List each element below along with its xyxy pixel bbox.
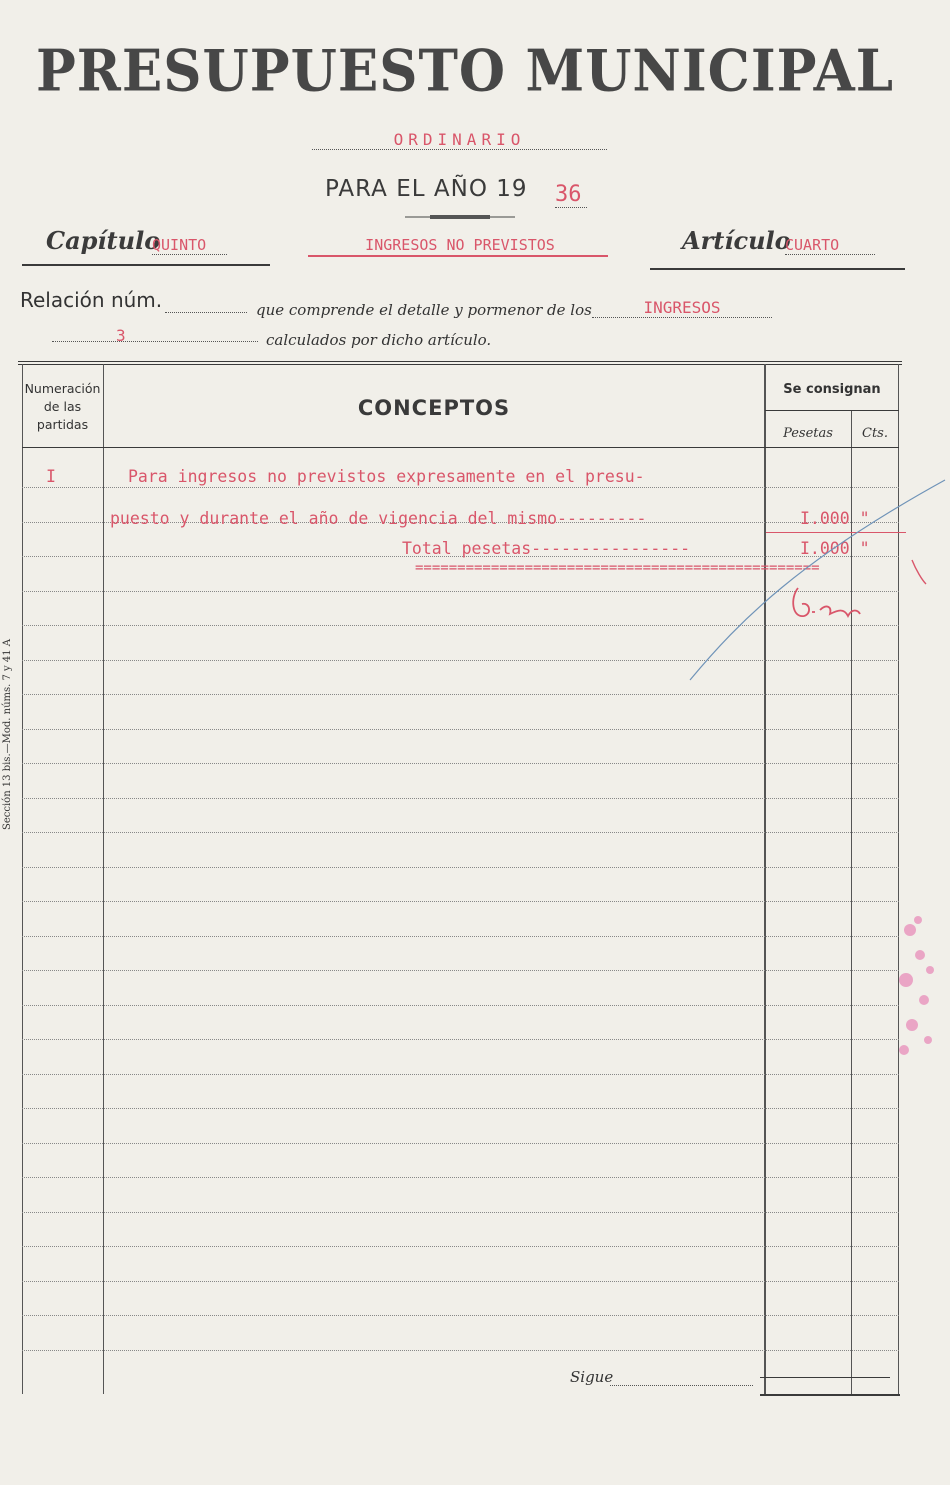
table-row-line: [22, 1005, 899, 1006]
header-bottom-rule: [22, 447, 899, 448]
table-row-line: [22, 1143, 899, 1144]
page-title: PRESUPUESTO MUNICIPAL: [35, 37, 895, 105]
section-heading: INGRESOS NO PREVISTOS: [365, 236, 555, 254]
year-value: 36: [555, 182, 587, 208]
col-concepts-header: CONCEPTOS: [357, 396, 511, 420]
table-row-line: [22, 867, 899, 868]
table-row-line: [22, 1212, 899, 1213]
entry-number: I: [46, 467, 56, 486]
stamp-mark: [890, 900, 945, 1080]
articulo-label: Artículo: [682, 226, 791, 255]
table-row-line: [22, 763, 899, 764]
sigue-total-rule: [760, 1377, 890, 1378]
table-left-border: [22, 364, 23, 1394]
entry-line-2: puesto y durante el año de vigencia del mismo---------: [110, 509, 647, 528]
entry-amount: I.000 ": [800, 509, 870, 528]
table-row-line: [22, 1177, 899, 1178]
col-divider-num: [103, 364, 104, 1394]
budget-type: ORDINARIO: [312, 130, 607, 150]
col-amount-header: Se consignan: [783, 382, 881, 397]
table-row-line: [22, 1039, 899, 1040]
relacion-text1: que comprende el detalle y pormenor de los: [256, 301, 592, 319]
total-double-rule: ================================================: [415, 560, 820, 576]
relacion-number: 3: [116, 326, 126, 345]
amount-subheader-rule: [765, 410, 899, 411]
table-row-line: [22, 694, 899, 695]
table-row-line: [22, 1246, 899, 1247]
total-label: Total pesetas----------------: [402, 539, 691, 558]
table-row-line: [22, 729, 899, 730]
table-row-line: [22, 832, 899, 833]
relacion-text2: calculados por dicho artículo.: [266, 331, 492, 349]
table-row-line: [22, 970, 899, 971]
relacion-number-line: [165, 312, 247, 313]
col-cts-header: Cts.: [862, 426, 888, 441]
year-label: PARA EL AÑO 19: [325, 176, 528, 202]
table-row-line: [22, 1074, 899, 1075]
capitulo-value: QUINTO: [152, 236, 227, 255]
articulo-rule: [650, 268, 905, 270]
table-row-line: [22, 936, 899, 937]
table-row-line: [22, 798, 899, 799]
table-row-line: [22, 1350, 899, 1351]
table-bottom-rule: [760, 1394, 900, 1396]
entry-line-1: Para ingresos no previstos expresamente en el presu-: [128, 467, 645, 486]
articulo-value: CUARTO: [785, 236, 875, 255]
col-num-header: Numeración de las partidas: [24, 381, 101, 432]
table-top-rule-2: [18, 364, 902, 365]
table-row-line: [22, 901, 899, 902]
total-amount: I.000 ": [800, 539, 870, 558]
ornament-divider: [405, 213, 515, 221]
table-row-line: [22, 1108, 899, 1109]
relacion-line2: [52, 341, 258, 342]
table-top-rule: [18, 361, 902, 362]
sigue-label: Sigue: [570, 1368, 614, 1386]
capitulo-label: Capítulo: [46, 226, 161, 255]
pencil-mark: [680, 470, 950, 690]
relacion-label: Relación núm.: [20, 288, 163, 312]
table-row-line: [22, 1315, 899, 1316]
section-heading-rule: [308, 255, 608, 257]
relacion-kind: INGRESOS: [592, 298, 772, 318]
col-pesetas-header: Pesetas: [783, 426, 833, 441]
capitulo-rule: [22, 264, 270, 266]
table-row-line: [22, 1281, 899, 1282]
form-reference: Sección 13 bis.—Mod. núms. 7 y 41 A: [2, 639, 13, 830]
sigue-dots: [610, 1385, 753, 1386]
